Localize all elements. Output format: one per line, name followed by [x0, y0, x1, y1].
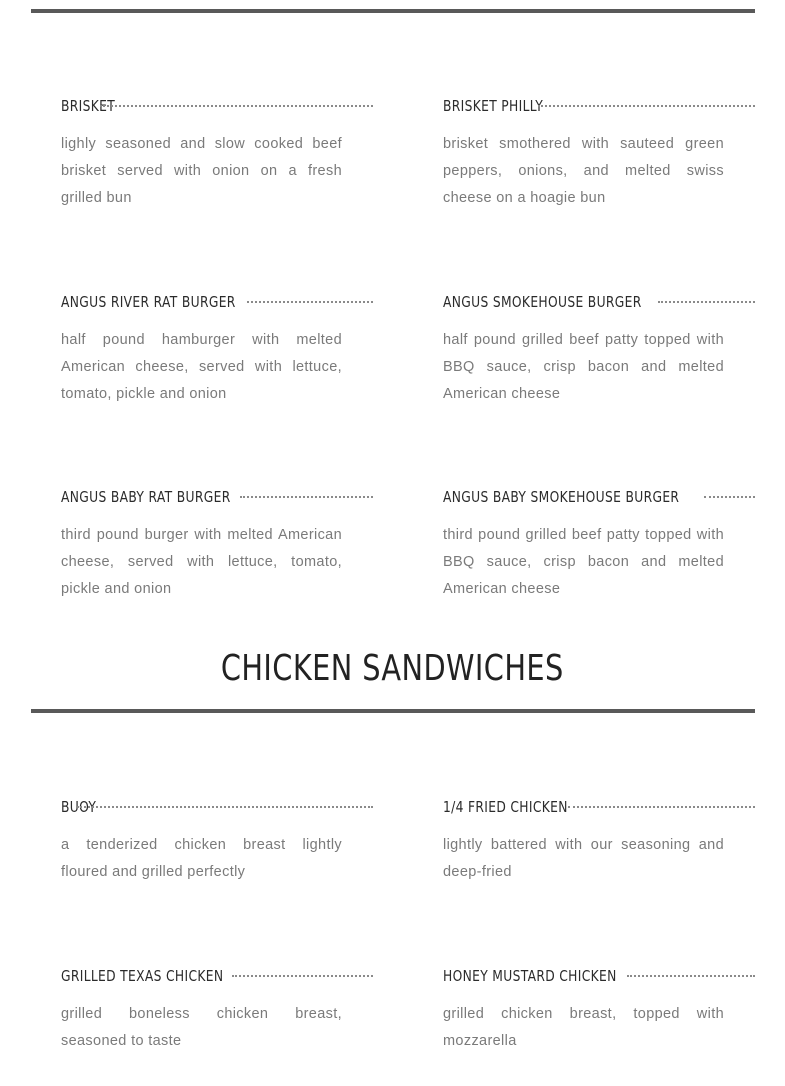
menu-item [61, 291, 373, 408]
menu-item-description: third pound grilled beef patty topped with BBQ sauce, crisp bacon and melted American cheese [443, 527, 724, 597]
menu-item [61, 796, 373, 886]
menu-item-name: BUOY [61, 798, 97, 816]
menu-item-description: third pound burger with melted American cheese, served with lettuce, tomato, pickle and onion [61, 527, 342, 597]
dotted-leader [658, 301, 755, 303]
menu-item-name: HONEY MUSTARD CHICKEN [443, 967, 617, 985]
menu-item-description: brisket smothered with sauteed green peppers, onions, and melted swiss cheese on a hoagie bun [443, 136, 724, 206]
menu-item-name: BRISKET PHILLY [443, 97, 544, 115]
dotted-leader [100, 105, 374, 107]
section-heading-chicken-sandwiches [0, 648, 785, 689]
menu-item-name: ANGUS BABY SMOKEHOUSE BURGER [443, 488, 680, 506]
menu-item [61, 486, 373, 603]
dotted-leader [538, 105, 755, 107]
menu-item [443, 796, 755, 886]
menu-item-description: a tenderized chicken breast lightly floured and grilled perfectly [61, 837, 342, 880]
menu-item [443, 965, 755, 1055]
dotted-leader [247, 301, 373, 303]
dotted-leader [568, 806, 755, 808]
menu-item-name: BRISKET [61, 97, 116, 115]
menu-item-description: grilled chicken breast, topped with mozzarella [443, 1006, 724, 1049]
dotted-leader [232, 975, 373, 977]
menu-item-name: GRILLED TEXAS CHICKEN [61, 967, 224, 985]
top-section-divider [31, 9, 755, 13]
chicken-section-divider [31, 709, 755, 713]
menu-item [61, 95, 373, 212]
menu-item-description: half pound hamburger with melted American cheese, served with lettuce, tomato, pickle and onion [61, 332, 342, 402]
menu-item [443, 486, 755, 603]
menu-item-description: lightly battered with our seasoning and deep-fried [443, 837, 724, 880]
menu-item-name: ANGUS BABY RAT BURGER [61, 488, 231, 506]
dotted-leader [704, 496, 755, 498]
menu-item [443, 291, 755, 408]
menu-item-description: half pound grilled beef patty topped with BBQ sauce, crisp bacon and melted American cheese [443, 332, 724, 402]
menu-item-name: ANGUS SMOKEHOUSE BURGER [443, 293, 642, 311]
section-heading-text: CHICKEN SANDWICHES [221, 648, 564, 689]
dotted-leader [240, 496, 373, 498]
menu-item-description: lighly seasoned and slow cooked beef brisket served with onion on a fresh grilled bun [61, 136, 342, 206]
dotted-leader [627, 975, 755, 977]
menu-item [61, 965, 373, 1055]
menu-item [443, 95, 755, 212]
menu-item-name: 1/4 FRIED CHICKEN [443, 798, 568, 816]
menu-item-description: grilled boneless chicken breast, seasoned to taste [61, 1006, 342, 1049]
menu-item-name: ANGUS RIVER RAT BURGER [61, 293, 236, 311]
dotted-leader [77, 806, 373, 808]
